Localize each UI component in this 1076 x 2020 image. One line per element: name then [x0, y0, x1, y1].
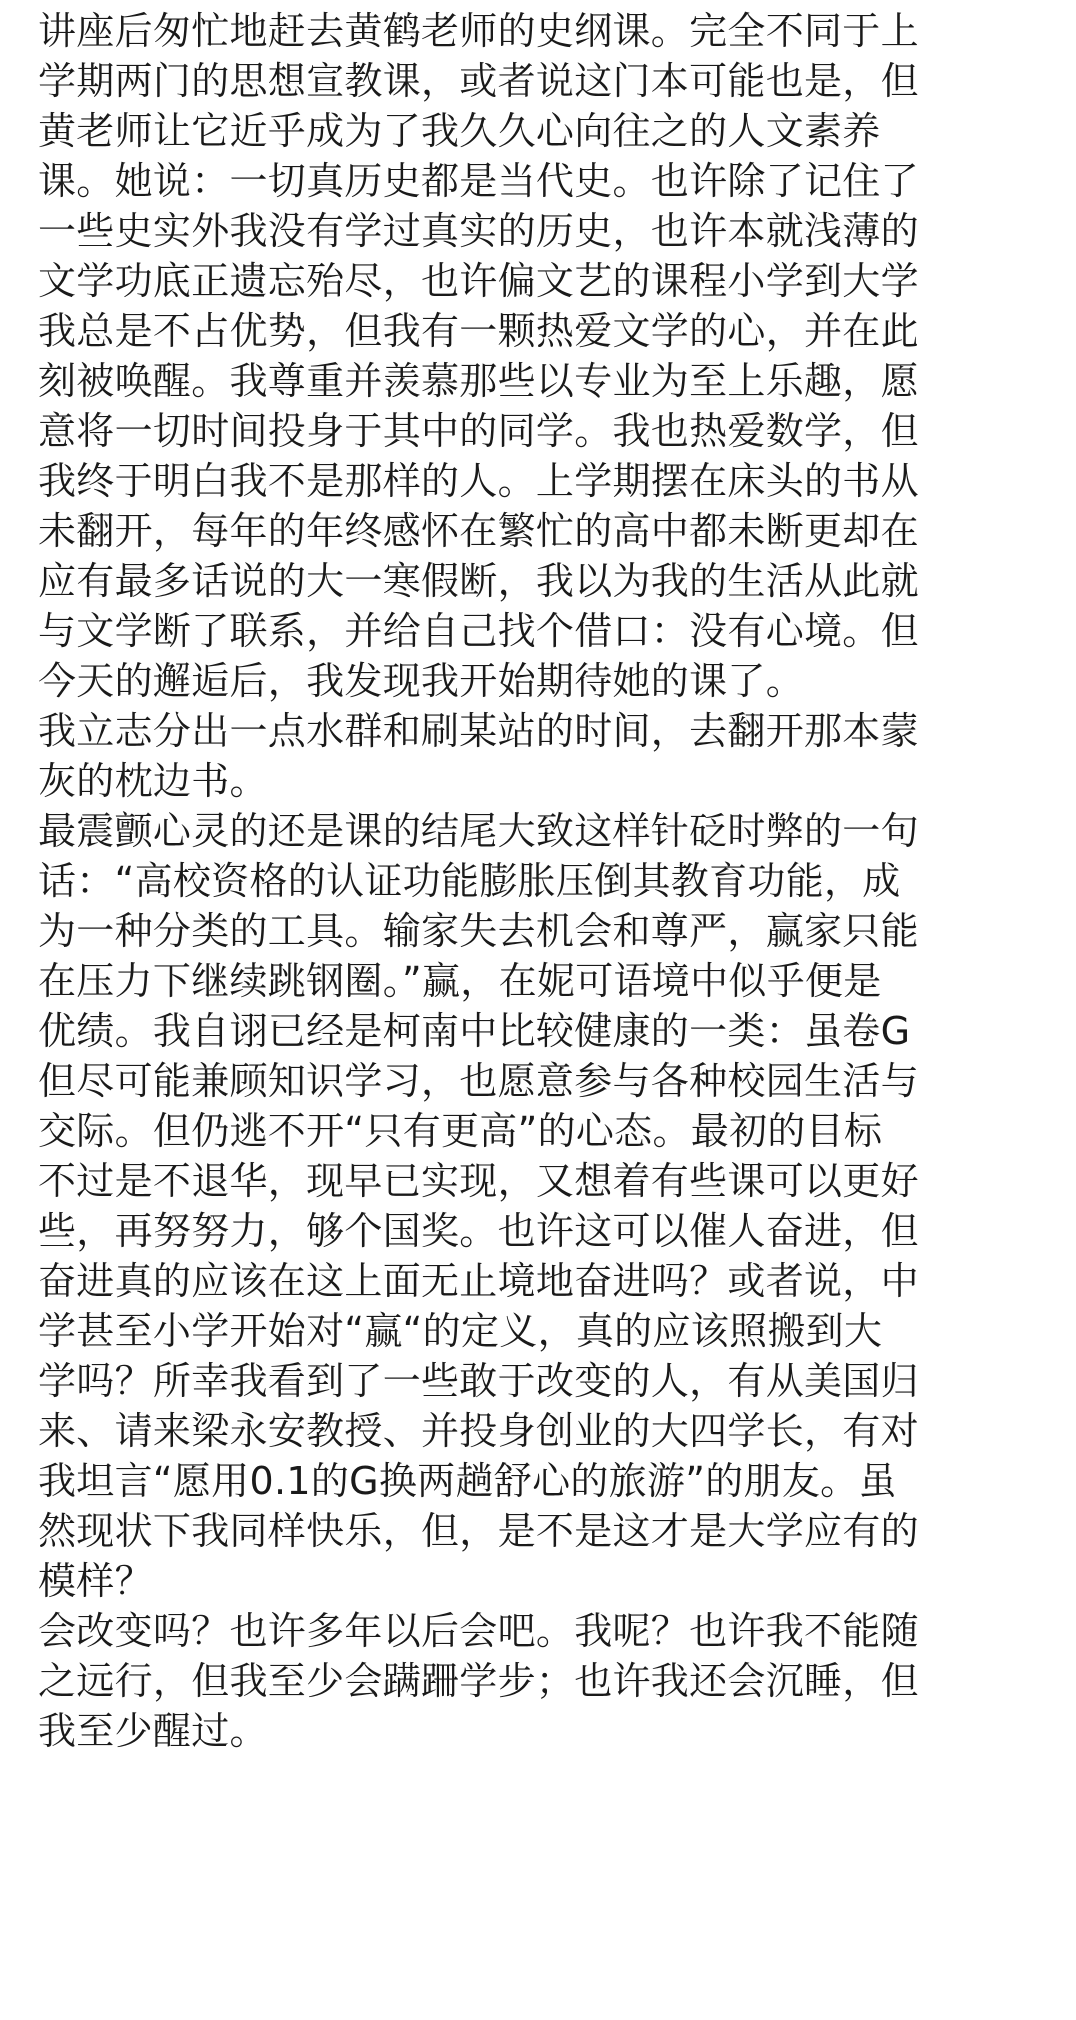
text-line: 与文学断了联系，并给自己找个借口：没有心境。但 — [38, 609, 919, 653]
text-line: 会改变吗？也许多年以后会吧。我呢？也许我不能随 — [38, 1609, 919, 1653]
text-line: 灰的枕边书。 — [38, 759, 268, 803]
text-line: 讲座后匆忙地赶去黄鹤老师的史纲课。完全不同于上 — [38, 9, 919, 53]
text-line: 之远行，但我至少会蹒跚学步；也许我还会沉睡，但 — [38, 1659, 919, 1703]
text-line: 未翻开，每年的年终感怀在繁忙的高中都未断更却在 — [38, 509, 919, 553]
text-line: 我总是不占优势，但我有一颗热爱文学的心，并在此 — [38, 309, 919, 353]
text-line: 在压力下继续跳钢圈。”赢，在妮可语境中似乎便是 — [38, 959, 882, 1003]
text-line: 学期两门的思想宣教课，或者说这门本可能也是，但 — [38, 59, 919, 103]
text-line: 黄老师让它近乎成为了我久久心向往之的人文素养 — [38, 109, 881, 153]
text-line: 最震颤心灵的还是课的结尾大致这样针砭时弊的一句 — [38, 809, 919, 853]
text-line: 应有最多话说的大一寒假断，我以为我的生活从此就 — [38, 559, 919, 603]
text-line: 意将一切时间投身于其中的同学。我也热爱数学，但 — [38, 409, 919, 453]
text-line: 课。她说：一切真历史都是当代史。也许除了记住了 — [38, 159, 919, 203]
text-line: 学吗？所幸我看到了一些敢于改变的人，有从美国归 — [38, 1359, 919, 1403]
text-line: 交际。但仍逃不开“只有更高”的心态。最初的目标 — [38, 1109, 883, 1153]
text-line: 文学功底正遗忘殆尽，也许偏文艺的课程小学到大学 — [38, 259, 919, 303]
text-line: 奋进真的应该在这上面无止境地奋进吗？或者说，中 — [38, 1259, 919, 1303]
text-line: 优绩。我自诩已经是柯南中比较健康的一类：虽卷G — [38, 1009, 911, 1053]
text-line: 来、请来梁永安教授、并投身创业的大四学长，有对 — [38, 1409, 919, 1453]
text-line: 我终于明白我不是那样的人。上学期摆在床头的书从 — [38, 459, 919, 503]
text-line: 为一种分类的工具。输家失去机会和尊严，赢家只能 — [38, 909, 919, 953]
text-line: 但尽可能兼顾知识学习，也愿意参与各种校园生活与 — [38, 1059, 919, 1103]
text-line: 一些史实外我没有学过真实的历史，也许本就浅薄的 — [38, 209, 919, 253]
text-line: 刻被唤醒。我尊重并羡慕那些以专业为至上乐趣，愿 — [38, 359, 919, 403]
text-line: 不过是不退华，现早已实现，又想着有些课可以更好 — [38, 1159, 919, 1203]
text-line: 然现状下我同样快乐，但，是不是这才是大学应有的 — [38, 1509, 919, 1553]
text-line: 话：“高校资格的认证功能膨胀压倒其教育功能，成 — [38, 859, 901, 903]
text-line: 我至少醒过。 — [38, 1709, 268, 1753]
text-line: 学甚至小学开始对“赢“的定义，真的应该照搬到大 — [38, 1309, 883, 1353]
text-line: 我立志分出一点水群和刷某站的时间，去翻开那本蒙 — [38, 709, 919, 753]
text-line: 今天的邂逅后，我发现我开始期待她的课了。 — [38, 659, 805, 703]
text-line: 我坦言“愿用0.1的G换两趟舒心的旅游”的朋友。虽 — [38, 1459, 897, 1503]
text-line: 模样？ — [38, 1559, 153, 1603]
text-line: 些，再努努力，够个国奖。也许这可以催人奋进，但 — [38, 1209, 919, 1253]
